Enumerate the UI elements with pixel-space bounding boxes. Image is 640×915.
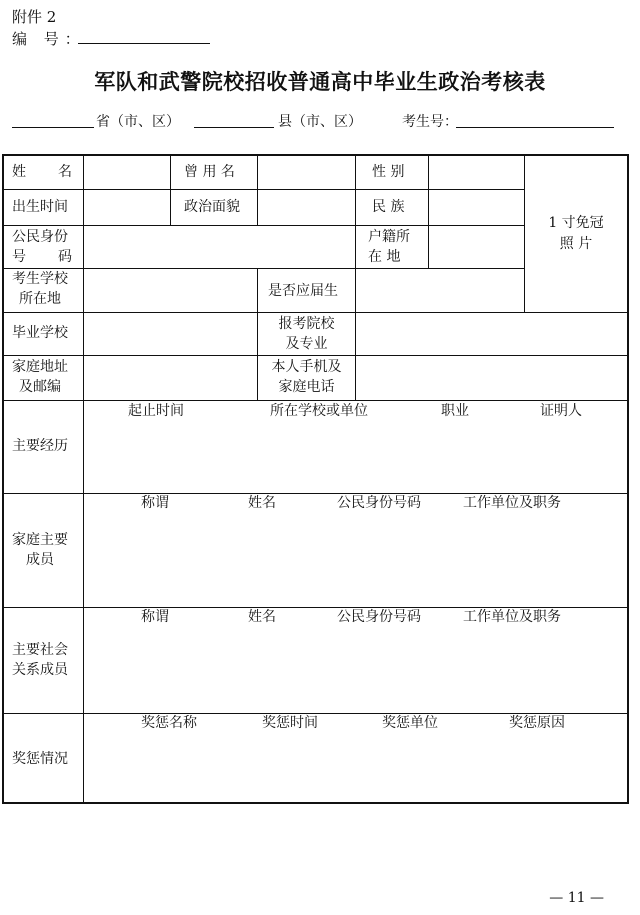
serial-number-field[interactable] bbox=[78, 43, 210, 44]
family-members-label: 家庭主要 bbox=[12, 532, 68, 548]
id-number-label: 号 码 bbox=[12, 249, 72, 265]
awards-label: 奖惩情况 bbox=[12, 751, 68, 767]
experience-column-header: 起止时间 bbox=[128, 403, 184, 419]
graduation-school-label: 毕业学校 bbox=[12, 325, 68, 341]
column-divider bbox=[524, 155, 525, 312]
phone-label: 家庭电话 bbox=[278, 379, 335, 395]
photo-label: 1 寸免冠 bbox=[548, 215, 604, 231]
phone-label: 本人手机及 bbox=[271, 359, 342, 375]
column-divider bbox=[83, 155, 84, 803]
family-column-header: 姓名 bbox=[248, 495, 276, 511]
annex-label: 附件 2 bbox=[12, 8, 57, 26]
row-divider bbox=[3, 268, 525, 269]
province-label: 省（市、区） bbox=[96, 114, 180, 130]
school-location-label: 所在地 bbox=[19, 291, 61, 307]
awards-column-header: 奖惩原因 bbox=[509, 715, 565, 731]
family-members-label: 成员 bbox=[26, 552, 54, 568]
photo-label: 照 片 bbox=[559, 236, 593, 252]
school-location-label: 考生学校 bbox=[12, 271, 68, 287]
former-name-label: 曾 用 名 bbox=[184, 164, 235, 180]
experience-label: 主要经历 bbox=[12, 438, 68, 454]
awards-column-header: 奖惩时间 bbox=[262, 715, 318, 731]
social-relations-label: 主要社会 bbox=[12, 642, 68, 658]
candidate-number-label: 考生号： bbox=[402, 114, 458, 130]
family-column-header: 公民身份号码 bbox=[337, 495, 421, 511]
household-registration-label: 在 地 bbox=[368, 249, 401, 265]
birth-date-label: 出生时间 bbox=[12, 199, 68, 215]
serial-number-label: 编 号： bbox=[12, 30, 86, 48]
household-registration-label: 户籍所 bbox=[368, 229, 410, 245]
id-number-label: 公民身份 bbox=[12, 229, 68, 245]
name-label: 姓 名 bbox=[12, 164, 72, 180]
fresh-graduate-label: 是否应届生 bbox=[268, 283, 338, 299]
county-field[interactable] bbox=[194, 127, 274, 128]
home-address-label: 家庭地址 bbox=[12, 359, 68, 375]
row-divider bbox=[3, 355, 628, 356]
column-divider bbox=[355, 155, 356, 312]
page-title: 军队和武警院校招收普通高中毕业生政治考核表 bbox=[94, 70, 546, 94]
page-number: — 11 — bbox=[549, 890, 604, 906]
awards-column-header: 奖惩名称 bbox=[141, 715, 197, 731]
social-column-header: 公民身份号码 bbox=[337, 609, 421, 625]
social-column-header: 工作单位及职务 bbox=[463, 609, 561, 625]
experience-column-header: 证明人 bbox=[540, 403, 582, 419]
applied-school-label: 及专业 bbox=[285, 336, 328, 352]
ethnicity-label: 民 族 bbox=[372, 199, 405, 215]
home-address-label: 及邮编 bbox=[19, 379, 61, 395]
county-label: 县（市、区） bbox=[278, 114, 362, 130]
awards-column-header: 奖惩单位 bbox=[382, 715, 438, 731]
social-column-header: 姓名 bbox=[248, 609, 276, 625]
family-column-header: 称谓 bbox=[141, 495, 169, 511]
row-divider bbox=[3, 189, 525, 190]
column-divider bbox=[257, 155, 258, 225]
experience-column-header: 所在学校或单位 bbox=[270, 403, 368, 419]
row-divider bbox=[3, 312, 628, 313]
province-field[interactable] bbox=[12, 127, 94, 128]
gender-label: 性 别 bbox=[372, 164, 405, 180]
candidate-number-field[interactable] bbox=[456, 127, 614, 128]
column-divider bbox=[355, 312, 356, 400]
column-divider bbox=[428, 155, 429, 268]
experience-column-header: 职业 bbox=[441, 403, 469, 419]
applied-school-label: 报考院校 bbox=[278, 316, 335, 332]
row-divider bbox=[3, 225, 525, 226]
row-divider bbox=[3, 400, 628, 401]
column-divider bbox=[170, 155, 171, 225]
family-column-header: 工作单位及职务 bbox=[463, 495, 561, 511]
social-relations-label: 关系成员 bbox=[12, 662, 68, 678]
social-column-header: 称谓 bbox=[141, 609, 169, 625]
political-status-label: 政治面貌 bbox=[184, 199, 240, 215]
